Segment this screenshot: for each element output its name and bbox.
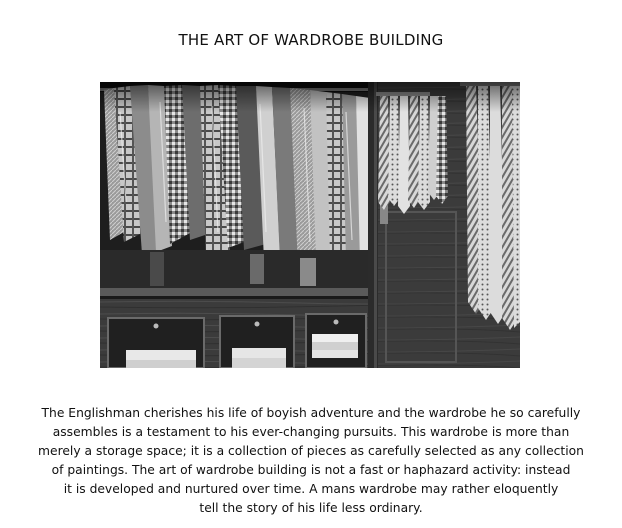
body-text-line: of paintings. The art of wardrobe building is not a fast or haphazard activity: instead <box>51 463 571 477</box>
body-text <box>0 404 622 518</box>
body-text-line: assembles is a testament to his ever-changing pursuits. This wardrobe is more than <box>52 425 570 439</box>
wardrobe-photo-icon <box>100 82 520 368</box>
body-text-line: The Englishman cherishes his life of boyish adventure and the wardrobe he so carefully <box>41 406 581 420</box>
body-text-line: it is developed and nurtured over time. A mans wardrobe may rather eloquently <box>63 482 559 496</box>
body-text-line: tell the story of his life less ordinary. <box>199 501 423 515</box>
page-title: THE ART OF WARDROBE BUILDING <box>178 31 444 49</box>
body-text-line: merely a storage space; it is a collection of pieces as carefully selected as any collection <box>38 444 584 458</box>
wardrobe-photo <box>100 82 520 368</box>
